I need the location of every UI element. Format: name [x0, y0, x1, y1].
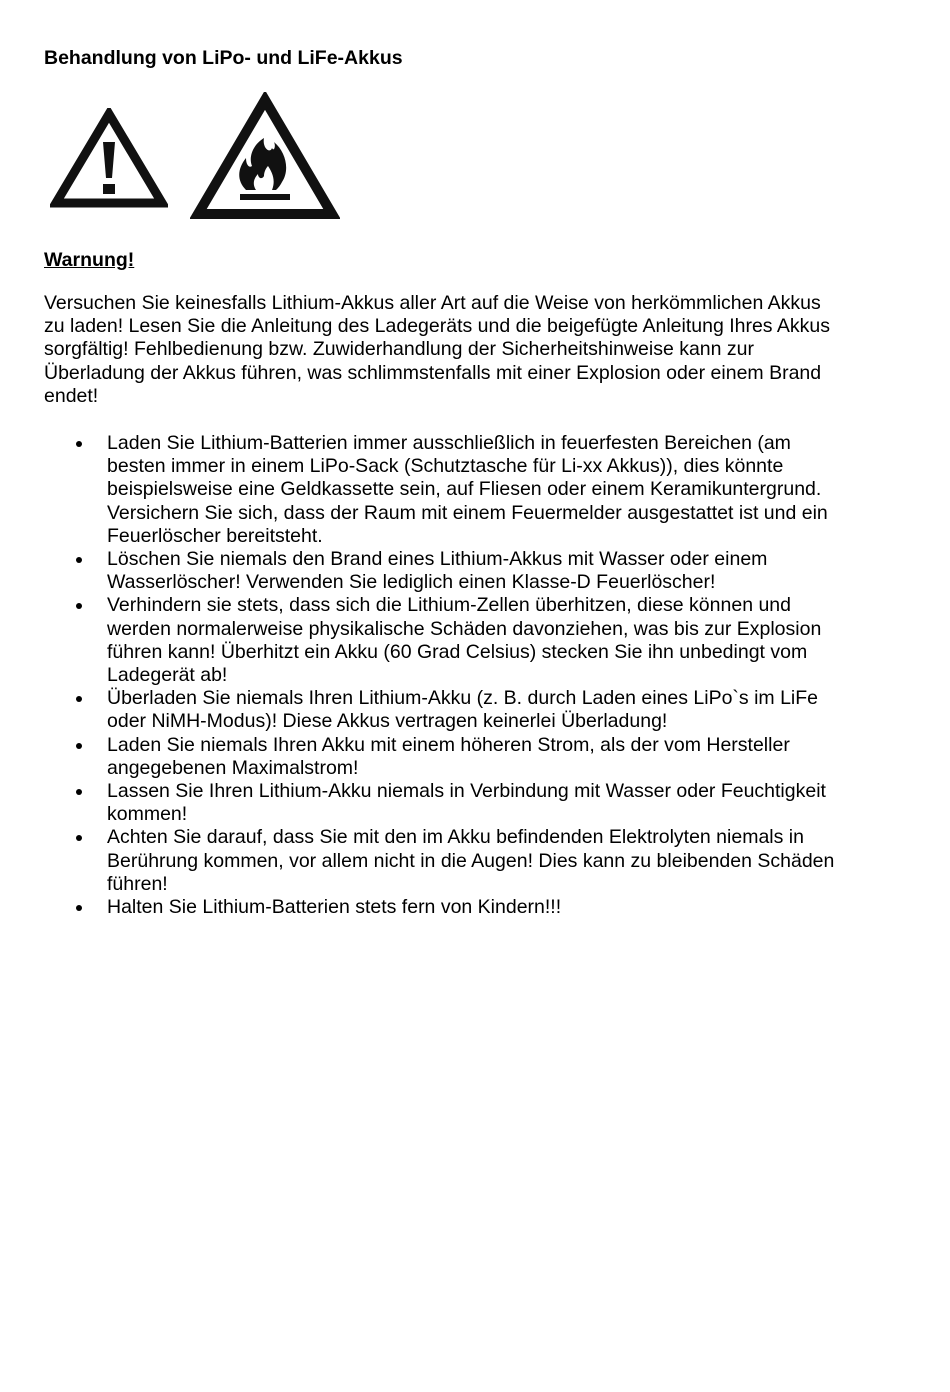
list-item-text: Lassen Sie Ihren Lithium-Akku niemals in Verbindung mit Wasser oder Feuchtigkeit kommen! — [107, 780, 826, 826]
list-item — [44, 826, 844, 896]
list-item-text: Halten Sie Lithium-Batterien stets fern von Kindern!!! — [107, 896, 562, 919]
list-item-text: Verhindern sie stets, dass sich die Lithium-Zellen überhitzen, diese können und werden normalerweise physikalische Schäden davonziehen, was bis zur Explosion führen kann! Überhitzt ein Akku (60 Grad Celsius) stecken Sie ihn unbedingt vom Ladegerät ab! — [107, 594, 822, 687]
bullet-icon — [76, 441, 82, 447]
warning-heading: Warnung! — [44, 249, 135, 271]
hazard-icons — [50, 92, 350, 227]
list-item-text: Laden Sie Lithium-Batterien immer ausschließlich in feuerfesten Bereichen (am besten immer in einem LiPo-Sack (Schutztasche für Li-xx Akkus)), dies könnte beispielsweise eine Geldkassette sein, auf Fliesen oder einem Keramikuntergrund. Versichern Sie sich, dass der Raum mit einem Feuermelder ausgestattet ist und ein Feuerlöscher bereitsteht. — [107, 432, 828, 547]
bullet-icon — [76, 743, 82, 749]
list-item-text: Überladen Sie niemals Ihren Lithium-Akku (z. B. durch Laden eines LiPo`s im LiFe oder NiMH-Modus)! Diese Akkus vertragen keinerlei Überladung! — [107, 687, 819, 733]
document-title: Behandlung von LiPo- und LiFe-Akkus — [44, 47, 403, 69]
warning-exclamation-icon — [50, 108, 168, 208]
intro-paragraph: Versuchen Sie keinesfalls Lithium-Akkus aller Art auf die Weise von herkömmlichen Akkus zu laden! Lesen Sie die Anleitung des Ladegeräts und die beigefügte Anleitung Ihres Akkus sorgfältig! Fehlbedienung bzw. Zuwiderhandlung der Sicherheitshinweise kann zur Überladung der Akkus führen, was schlimmstenfalls mit einer Explosion oder einem Brand endet! — [44, 292, 830, 407]
flammable-fire-icon — [190, 92, 340, 222]
bullet-icon — [76, 835, 82, 841]
bullet-icon — [76, 905, 82, 911]
list-item-text: Löschen Sie niemals den Brand eines Lithium-Akkus mit Wasser oder einem Wasserlöscher! Verwenden Sie lediglich einen Klasse-D Feuerlöscher! — [107, 548, 768, 594]
bullet-icon — [76, 696, 82, 702]
list-item — [44, 780, 844, 826]
bullet-icon — [76, 557, 82, 563]
list-item-text: Laden Sie niemals Ihren Akku mit einem höheren Strom, als der vom Hersteller angegebenen Maximalstrom! — [107, 733, 790, 779]
list-item — [44, 896, 844, 919]
bullet-icon — [76, 603, 82, 609]
list-item — [44, 548, 844, 594]
list-item — [44, 687, 844, 733]
list-item — [44, 432, 844, 548]
safety-bullet-list — [44, 432, 844, 919]
list-item — [44, 734, 844, 780]
bullet-icon — [76, 789, 82, 795]
list-item — [44, 594, 844, 687]
list-item-text: Achten Sie darauf, dass Sie mit den im Akku befindenden Elektrolyten niemals in Berührung kommen, vor allem nicht in die Augen! Dies kann zu bleibenden Schäden führen! — [107, 826, 835, 895]
